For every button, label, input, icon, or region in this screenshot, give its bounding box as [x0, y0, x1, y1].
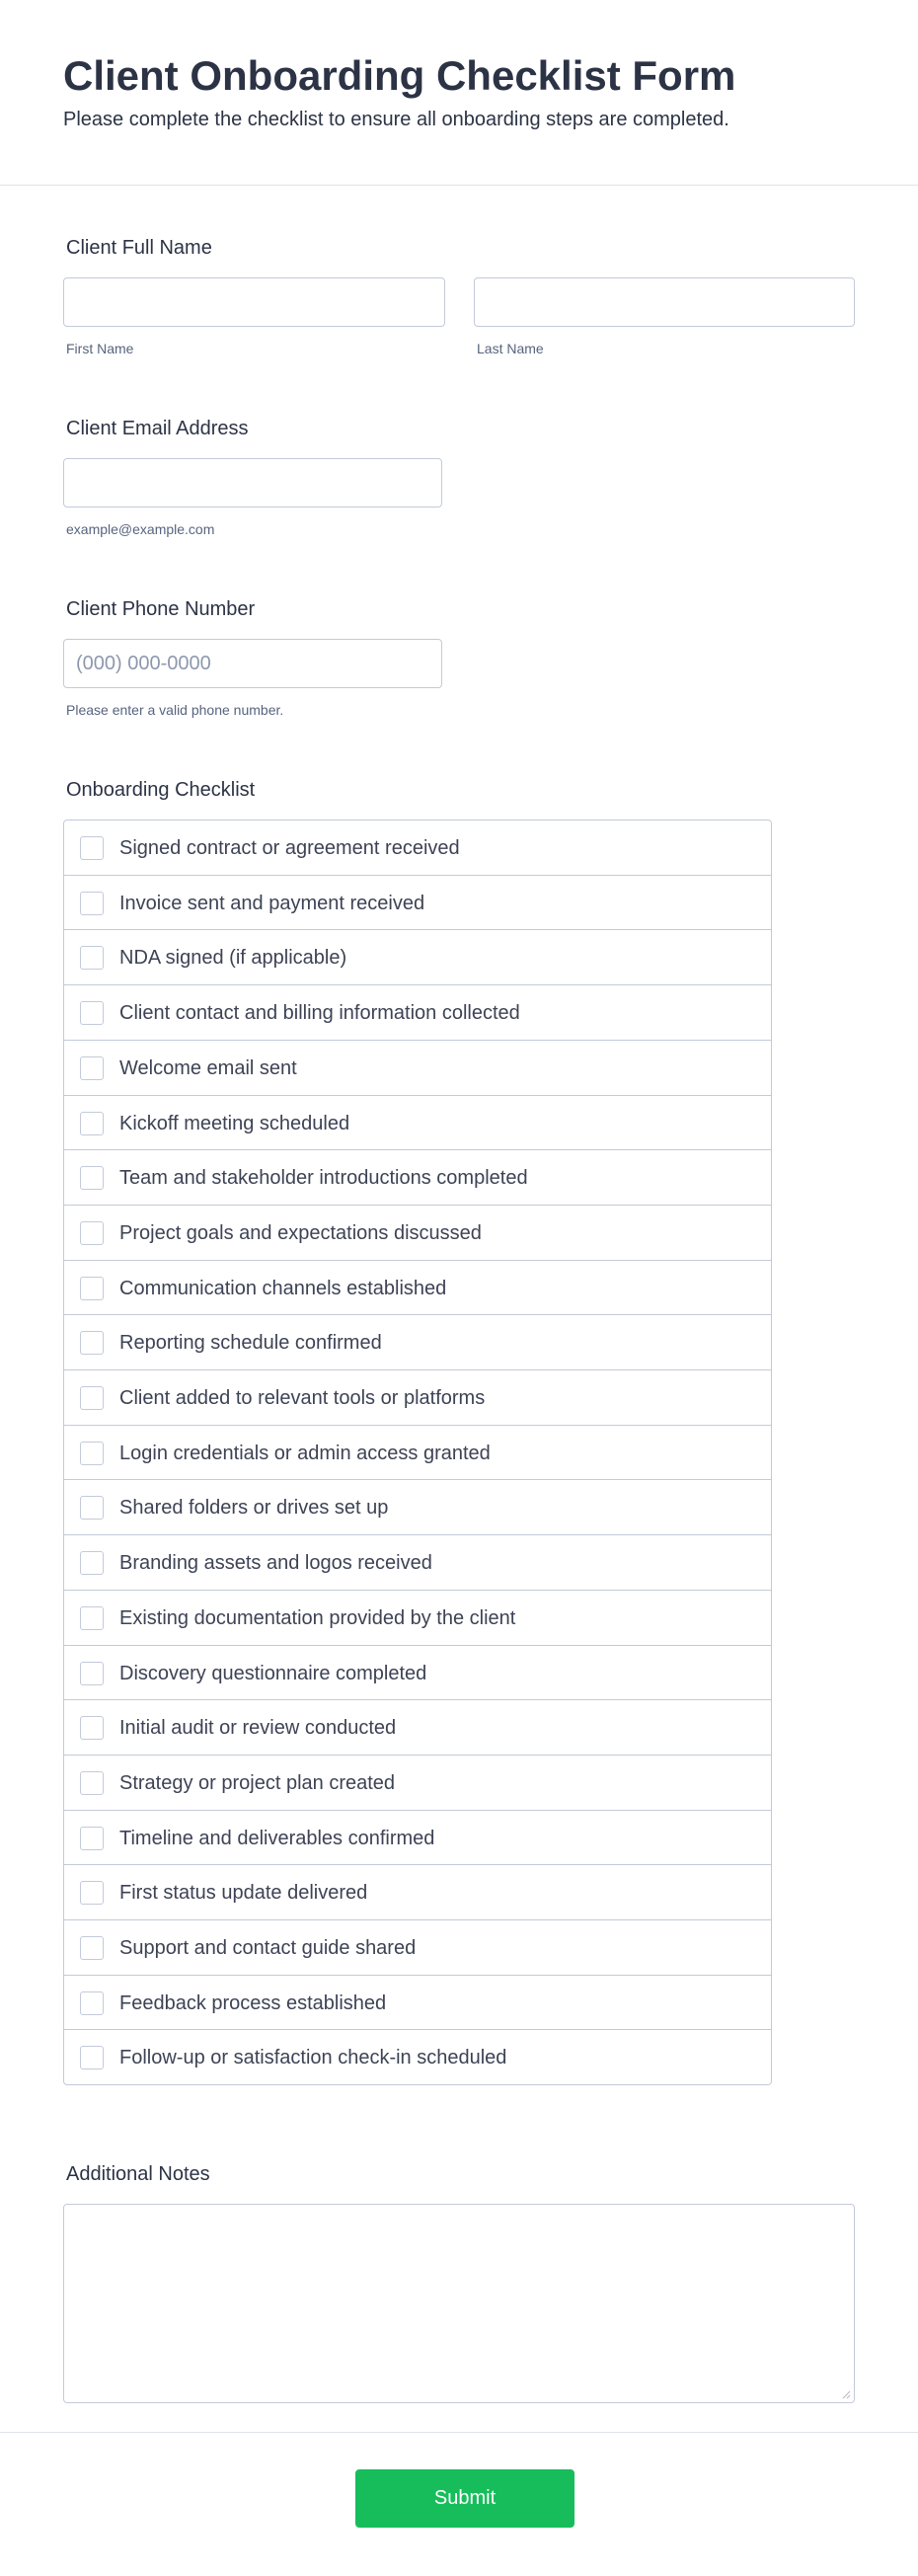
email-label: Client Email Address	[66, 418, 249, 439]
checkbox[interactable]	[80, 836, 104, 860]
checkbox[interactable]	[80, 1442, 104, 1465]
checkbox[interactable]	[80, 1277, 104, 1300]
checkbox[interactable]	[80, 1166, 104, 1190]
checklist-item[interactable]	[64, 1865, 771, 1920]
onboarding-checklist	[63, 820, 772, 2085]
checklist-item-label: First status update delivered	[119, 1882, 368, 1904]
checkbox[interactable]	[80, 1331, 104, 1355]
checklist-item-label: Client contact and billing information collected	[119, 1002, 520, 1024]
checklist-item[interactable]	[64, 1370, 771, 1426]
email-input[interactable]	[63, 458, 442, 507]
phone-input[interactable]	[63, 639, 442, 688]
checkbox[interactable]	[80, 1662, 104, 1685]
last-name-input[interactable]	[474, 277, 855, 327]
checklist-item-label: Invoice sent and payment received	[119, 893, 425, 914]
checklist-item[interactable]	[64, 1041, 771, 1096]
checklist-label: Onboarding Checklist	[66, 779, 256, 801]
checklist-item-label: Follow-up or satisfaction check-in scheduled	[119, 2047, 507, 2069]
first-name-sublabel: First Name	[66, 341, 134, 356]
checklist-item[interactable]	[64, 985, 771, 1041]
checklist-item[interactable]	[64, 820, 771, 876]
checklist-item[interactable]	[64, 2030, 771, 2085]
submit-button[interactable]: Submit	[355, 2469, 574, 2528]
email-sublabel: example@example.com	[66, 521, 215, 537]
checklist-item[interactable]	[64, 1920, 771, 1976]
checklist-item-label: Client added to relevant tools or platforms	[119, 1387, 486, 1409]
form-subtitle: Please complete the checklist to ensure all onboarding steps are completed.	[63, 109, 729, 130]
checklist-item[interactable]	[64, 876, 771, 930]
checklist-item[interactable]	[64, 1976, 771, 2030]
checklist-item-label: Initial audit or review conducted	[119, 1717, 397, 1739]
checkbox[interactable]	[80, 1606, 104, 1630]
checklist-item[interactable]	[64, 1150, 771, 1206]
checkbox[interactable]	[80, 2046, 104, 2069]
checklist-item[interactable]	[64, 1535, 771, 1591]
checklist-item-label: Login credentials or admin access granted	[119, 1443, 491, 1464]
checkbox[interactable]	[80, 1936, 104, 1960]
checklist-item[interactable]	[64, 1646, 771, 1700]
checkbox[interactable]	[80, 1001, 104, 1025]
checklist-item[interactable]	[64, 1811, 771, 1865]
checkbox[interactable]	[80, 1221, 104, 1245]
checklist-item-label: Feedback process established	[119, 1992, 387, 2014]
form-title: Client Onboarding Checklist Form	[63, 52, 736, 99]
checklist-item[interactable]	[64, 1480, 771, 1535]
checklist-item[interactable]	[64, 1206, 771, 1261]
checklist-item-label: Strategy or project plan created	[119, 1772, 396, 1794]
checkbox[interactable]	[80, 1496, 104, 1520]
checkbox[interactable]	[80, 1881, 104, 1905]
checkbox[interactable]	[80, 946, 104, 970]
checklist-item-label: Reporting schedule confirmed	[119, 1332, 382, 1354]
footer-divider	[0, 2432, 918, 2433]
form-header	[0, 0, 918, 186]
checkbox[interactable]	[80, 1056, 104, 1080]
phone-sublabel: Please enter a valid phone number.	[66, 702, 284, 718]
checklist-item-label: Timeline and deliverables confirmed	[119, 1828, 435, 1849]
checklist-item[interactable]	[64, 1700, 771, 1756]
phone-label: Client Phone Number	[66, 598, 256, 620]
checklist-item-label: NDA signed (if applicable)	[119, 947, 347, 969]
full-name-label: Client Full Name	[66, 237, 212, 259]
notes-label: Additional Notes	[66, 2163, 210, 2185]
checklist-item-label: Project goals and expectations discussed	[119, 1222, 482, 1244]
checklist-item-label: Existing documentation provided by the client	[119, 1607, 516, 1629]
checkbox[interactable]	[80, 1991, 104, 2015]
checklist-item-label: Communication channels established	[119, 1278, 447, 1299]
notes-textarea[interactable]	[63, 2204, 855, 2403]
checklist-item-label: Kickoff meeting scheduled	[119, 1113, 350, 1134]
checklist-item-label: Branding assets and logos received	[119, 1552, 432, 1574]
last-name-sublabel: Last Name	[477, 341, 544, 356]
checklist-item[interactable]	[64, 1426, 771, 1480]
checklist-item-label: Team and stakeholder introductions completed	[119, 1167, 528, 1189]
checkbox[interactable]	[80, 892, 104, 915]
checklist-item[interactable]	[64, 1591, 771, 1646]
checklist-item[interactable]	[64, 930, 771, 985]
checklist-item-label: Shared folders or drives set up	[119, 1497, 389, 1519]
checkbox[interactable]	[80, 1827, 104, 1850]
checkbox[interactable]	[80, 1551, 104, 1575]
first-name-input[interactable]	[63, 277, 445, 327]
resize-grip-icon[interactable]	[841, 2389, 851, 2399]
checklist-item[interactable]	[64, 1315, 771, 1370]
checklist-item-label: Welcome email sent	[119, 1057, 297, 1079]
checklist-item-label: Discovery questionnaire completed	[119, 1663, 427, 1684]
checklist-item-label: Support and contact guide shared	[119, 1937, 417, 1959]
checkbox[interactable]	[80, 1771, 104, 1795]
checklist-item[interactable]	[64, 1261, 771, 1315]
checklist-item[interactable]	[64, 1756, 771, 1811]
checkbox[interactable]	[80, 1716, 104, 1740]
checklist-item-label: Signed contract or agreement received	[119, 837, 460, 859]
checkbox[interactable]	[80, 1112, 104, 1135]
checklist-item[interactable]	[64, 1096, 771, 1150]
checkbox[interactable]	[80, 1386, 104, 1410]
